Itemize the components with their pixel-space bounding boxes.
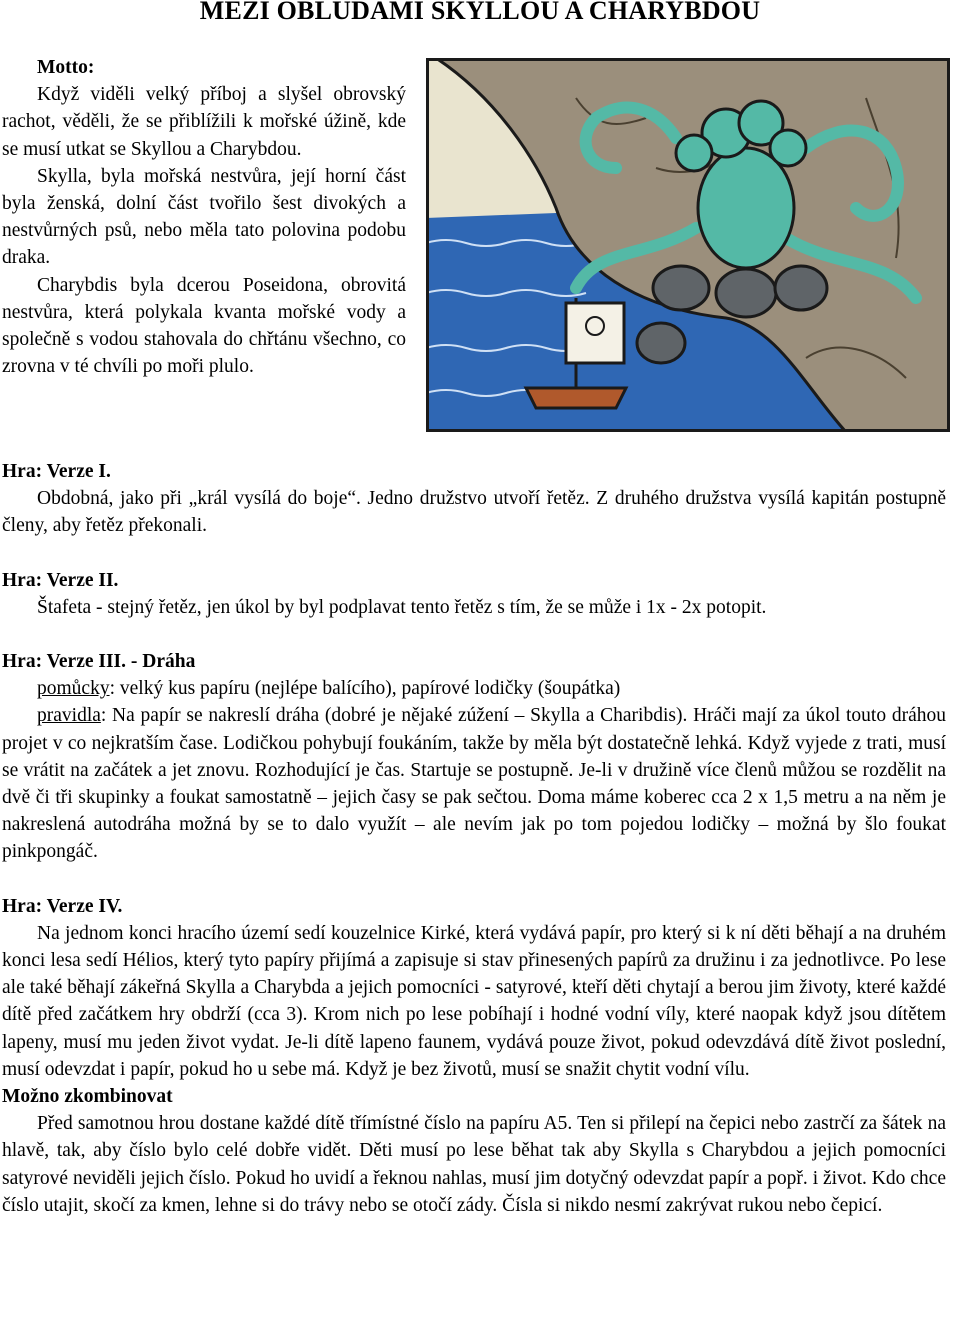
version-2-heading: Hra: Verze II. xyxy=(2,569,119,591)
pomucky-text: : velký kus papíru (nejlépe balícího), papírové lodičky (šoupátka) xyxy=(109,678,621,700)
page-title: MEZI OBLUDAMI SKYLLOU A CHARYBDOU xyxy=(199,0,761,25)
motto-paragraph-1: Když viděli velký příboj a slyšel obrovský rachot, věděli, že se přiblížili k mořské úžině, kde se musí utkat se Skyllou a Charybdou. xyxy=(2,84,406,160)
version-2-text: Štafeta - stejný řetěz, jen úkol by byl podplavat tento řetěz s tím, že se může i 1x - 2x potopit. xyxy=(37,596,767,618)
version-1-text: Obdobná, jako při „král vysílá do boje“. Jedno družstvo utvoří řetěz. Z druhého družstva vysílá kapitán postupně členy, aby řetěz překonali. xyxy=(2,488,946,537)
combine-heading: Možno zkombinovat xyxy=(2,1086,173,1108)
version-1-heading: Hra: Verze I. xyxy=(2,461,111,482)
pomucky-label: pomůcky xyxy=(37,678,110,700)
version-3-heading: Hra: Verze III. - Dráha xyxy=(2,651,196,673)
pravidla-text: : Na papír se nakreslí dráha (dobré je nějaké zúžení – Skylla a Charibdis). Hráči mají za úkol touto dráhou projet v co nejkratším čase. Lodičkou pohybují foukáním, takže by měla být dostatečně lehká. Když vyjede z trati, musí se vrátit na začátek a jet znovu. Rozhodující je čas. Startuje se postupně. Je-li v družině více členů můžou se rozdělit na dvě či tři skupinky a foukat samostatně – jejich časy se pak sečtou. Doma máme koberec cca 2 x 1,5 metru a na něm je nakreslená autodráha možná by se to dalo využít – ale nevím jak po tom pojedou lodičky – možná by šlo foukat pinkpongáč. xyxy=(2,705,946,863)
motto-paragraph-2: Skylla, byla mořská nestvůra, její horní část byla ženská, dolní část tvořilo šest divokých a nestvůrných psů, nebo měla tato polovina podobu draka. xyxy=(2,165,406,269)
games-section xyxy=(2,458,946,1219)
version-4-heading: Hra: Verze IV. xyxy=(2,895,123,917)
motto-paragraph-3: Charybdis byla dcerou Poseidona, obrovitá nestvůra, která polykala kvanta mořské vody a společně s vodou stahovala do chřtánu všechno, co zrovna v té chvíli po moři plulo. xyxy=(2,274,406,378)
version-4-text: Na jednom konci hracího území sedí kouzelnice Kirké, která vydává papír, pro který si k ní děti běhají a na druhém konci lesa sedí Hélios, který tyto papíry přijímá a zapisuje si stav přinesených papírů za družinu i za jednotlivce. Po lese ale také běhají zákeřná Skylla a Charybda a jejich pomocníci - satyrové, kteří děti chytají a berou jim životy, které každé dítě před začátkem hry obdrží (cca 3). Krom nich po lese pobíhají i hodné vodní víly, které naopak když jsou dítětem lapeny, musí mu jeden život vydat. Je-li dítě lapeno faunem, vydává pouze život, pokud odevzdává dítě život poslední, musí odevzdat i papír, pokud ho u sebe má. Když je bez životů, musí se snažit chytit vodní vílu. xyxy=(2,922,946,1080)
pravidla-label: pravidla xyxy=(37,705,101,727)
scylla-monster-illustration xyxy=(426,58,950,432)
version-3-pomucky xyxy=(2,675,946,702)
combine-text: Před samotnou hrou dostane každé dítě třímístné číslo na papíru A5. Ten si přilepí na čepici nebo zastrčí za šátek na hlavě, tak, aby číslo bylo celé dobře vidět. Děti musí po lese běhat tak aby Skylla s Charybdou a jejich pomocníci satyrové neviděli jejich číslo. Pokud ho uvidí a řeknou nahlas, musí jim dotyčný odevzdat papír a popř. i život. Kdo chce číslo utajit, skočí za kmen, lehne si do trávy nebo se otočí zády. Čísla si nikdo nesmí zakrývat rukou nebo čepicí. xyxy=(2,1113,946,1216)
version-3-pravidla xyxy=(2,702,946,865)
motto-section xyxy=(2,54,406,380)
motto-heading: Motto: xyxy=(37,57,95,78)
